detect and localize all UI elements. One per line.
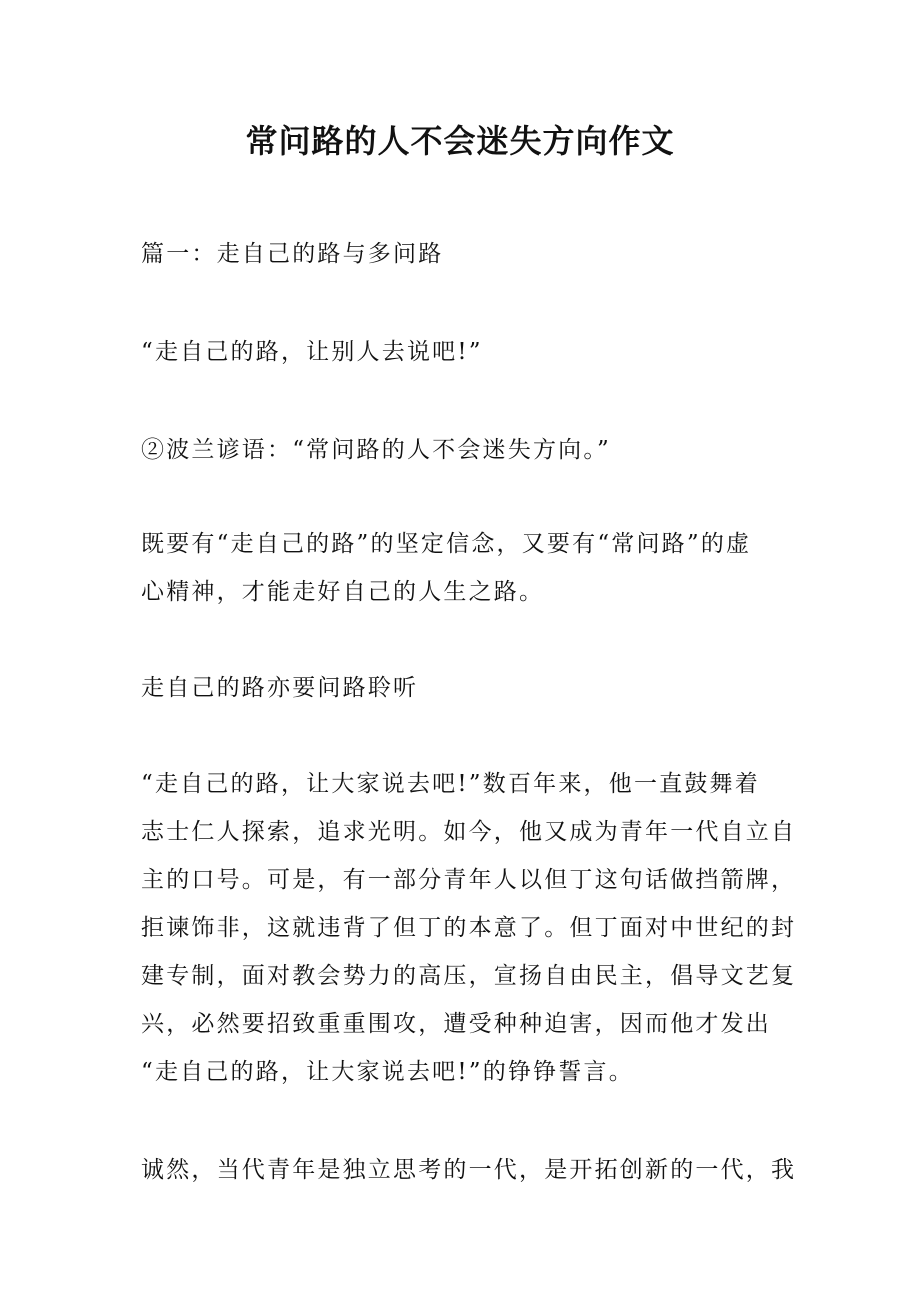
body-paragraph — [141, 520, 786, 616]
section-heading — [141, 230, 786, 278]
proverb-paragraph — [141, 426, 786, 474]
text-line: 心精神，才能走好自己的人生之路。 — [141, 579, 545, 605]
text-line: “走自己的路，让大家说去吧!”数百年来，他一直鼓舞着 — [141, 771, 760, 797]
text-line: 走自己的路亦要问路聆听 — [141, 675, 419, 701]
text-line: 志士仁人探索，追求光明。如今，他又成为青年一代自立自 — [141, 819, 797, 845]
subheading-paragraph — [141, 664, 786, 712]
text-line: 建专制，面对教会势力的高压，宣扬自由民主，倡导文艺复 — [141, 963, 797, 989]
text-line: 篇一：走自己的路与多问路 — [141, 241, 444, 267]
text-line: 既要有“走自己的路”的坚定信念，又要有“常问路”的虚 — [141, 531, 752, 557]
text-line: “走自己的路，让别人去说吧!” — [141, 339, 483, 365]
document-title: 常问路的人不会迷失方向作文 — [245, 122, 675, 160]
text-line: 兴，必然要招致重重围攻，遭受种种迫害，因而他才发出 — [141, 1011, 771, 1037]
text-line: ②波兰谚语：“常问路的人不会迷失方向。” — [141, 437, 612, 463]
body-paragraph — [141, 1146, 797, 1194]
text-line: 主的口号。可是，有一部分青年人以但丁这句话做挡箭牌， — [141, 867, 797, 893]
text-line: 诚然，当代青年是独立思考的一代，是开拓创新的一代，我 — [141, 1157, 797, 1183]
quote-paragraph — [141, 328, 786, 376]
body-paragraph — [141, 760, 797, 1096]
text-line: 拒谏饰非，这就违背了但丁的本意了。但丁面对中世纪的封 — [141, 915, 797, 941]
text-line: “走自己的路，让大家说去吧!”的铮铮誓言。 — [141, 1059, 634, 1085]
